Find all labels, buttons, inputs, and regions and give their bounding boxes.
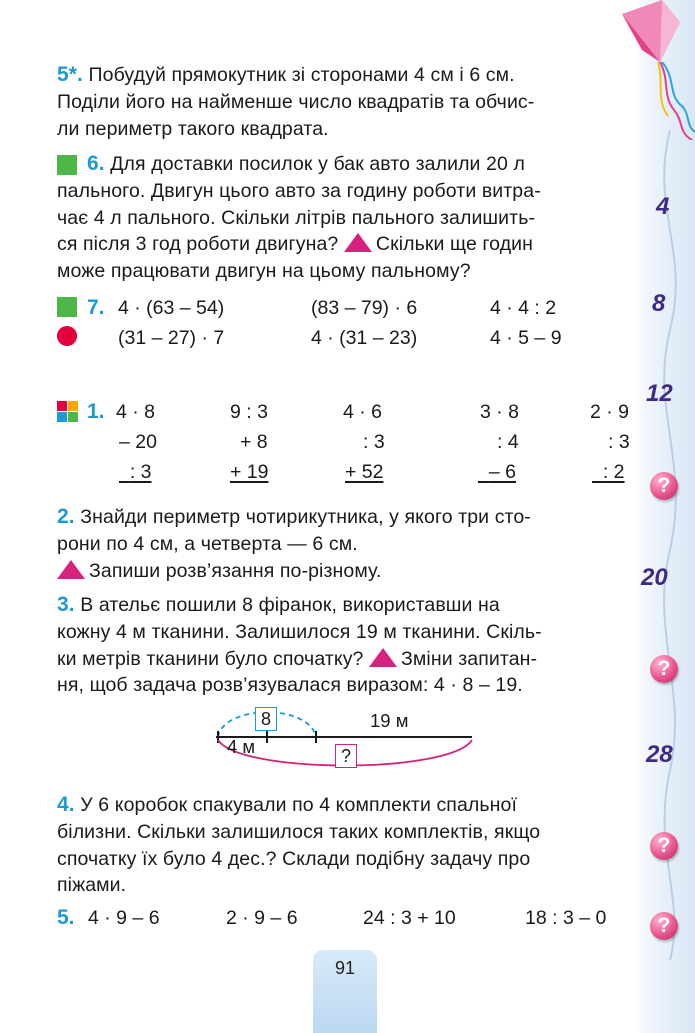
chain-expr: : 4 bbox=[497, 431, 519, 453]
task-number: 5. bbox=[57, 906, 75, 929]
expression: 2 · 9 – 6 bbox=[226, 907, 298, 929]
chain-expr: 3 · 8 bbox=[480, 401, 520, 423]
diagram-label: 4 м bbox=[227, 736, 256, 757]
chain-expr: 4 · 6 bbox=[343, 401, 383, 423]
diagram-label: 19 м bbox=[370, 710, 409, 731]
task-6: 6. Для доставки посилок у бак авто залили 20 л пального. Двигун цього авто за годину роботи витра- чає 4 л пального. Скільки літрів пального залишить- ся після 3 год роботи двигуна? Скільки ще годин може працювати двигун на цьому пальному? bbox=[57, 152, 541, 283]
task-number: 4. bbox=[57, 793, 75, 816]
task-number: 2. bbox=[57, 505, 75, 528]
four-color-square-icon bbox=[57, 401, 79, 423]
chain-expr: + 8 bbox=[240, 431, 268, 453]
magenta-triangle-icon bbox=[344, 233, 372, 252]
question-icon: ? bbox=[650, 472, 678, 500]
chain-expr: 2 · 9 bbox=[590, 401, 630, 423]
task-number: 5*. bbox=[57, 63, 83, 86]
question-icon: ? bbox=[650, 655, 678, 683]
expression: 18 : 3 – 0 bbox=[525, 907, 607, 929]
question-icon: ? bbox=[650, 832, 678, 860]
page-number: 91 bbox=[334, 958, 356, 978]
expression: 4 · 4 : 2 bbox=[490, 297, 557, 319]
expression: 4 · 9 – 6 bbox=[88, 907, 160, 929]
question-icon: ? bbox=[650, 912, 678, 940]
chain-expr: – 20 bbox=[119, 431, 157, 453]
chain-expr: : 2 bbox=[602, 461, 625, 483]
task-number: 3. bbox=[57, 593, 75, 616]
green-square-icon bbox=[57, 297, 77, 317]
red-circle-icon bbox=[57, 326, 77, 346]
task-number: 1. bbox=[87, 400, 105, 423]
task-2: 2. Знайди периметр чотирикутника, у якого три сто- рони по 4 см, а четверта — 6 см. Запиши розв’язання по-різному. bbox=[57, 505, 531, 582]
magenta-triangle-icon bbox=[369, 648, 397, 667]
expression: 24 : 3 + 10 bbox=[363, 907, 456, 929]
magenta-triangle-icon bbox=[57, 560, 85, 579]
expression: 4 · (31 – 23) bbox=[311, 327, 418, 349]
side-number: 4 bbox=[656, 193, 670, 220]
chain-expr: : 3 bbox=[129, 461, 152, 483]
expression: (83 – 79) · 6 bbox=[311, 297, 418, 319]
side-number: 28 bbox=[646, 741, 673, 768]
chain-expr: + 19 bbox=[230, 461, 269, 483]
task-5star: 5*. Побудуй прямокутник зі сторонами 4 см і 6 см. Поділи його на найменше число квадратів та обчис- ли периметр такого квадрата. bbox=[57, 63, 535, 140]
side-number: 8 bbox=[652, 290, 666, 317]
chain-expr: – 6 bbox=[488, 461, 516, 483]
question-box: ? bbox=[335, 744, 357, 768]
side-number: 20 bbox=[641, 564, 668, 591]
expression: (31 – 27) · 7 bbox=[118, 327, 225, 349]
chain-expr: 9 : 3 bbox=[230, 401, 268, 423]
chain-expr: : 3 bbox=[363, 431, 385, 453]
side-number: 12 bbox=[646, 380, 673, 407]
task-number: 6. bbox=[87, 152, 105, 175]
chain-expr: + 52 bbox=[345, 461, 384, 483]
chain-expr: : 3 bbox=[608, 431, 630, 453]
chain-expr: 4 · 8 bbox=[116, 401, 156, 423]
unknown-box: 8 bbox=[255, 707, 277, 731]
task-3: 3. В ательє пошили 8 фіранок, використавши на кожну 4 м тканини. Залишилося 19 м тканини. Скіль- ки метрів тканини було спочатку? Зміни запитан- ня, щоб задача розв’язувалася виразом: 4 · 8 – 19. bbox=[57, 593, 542, 697]
task-4: 4. У 6 коробок спакували по 4 комплекти спальної білизни. Скільки залишилося таких комплектів, якщо спочатку їх було 4 дес.? Склади подібну задачу про піжами. bbox=[57, 793, 541, 897]
expression: 4 · 5 – 9 bbox=[490, 327, 562, 349]
expression: 4 · (63 – 54) bbox=[118, 297, 225, 319]
task-number: 7. bbox=[87, 296, 105, 319]
